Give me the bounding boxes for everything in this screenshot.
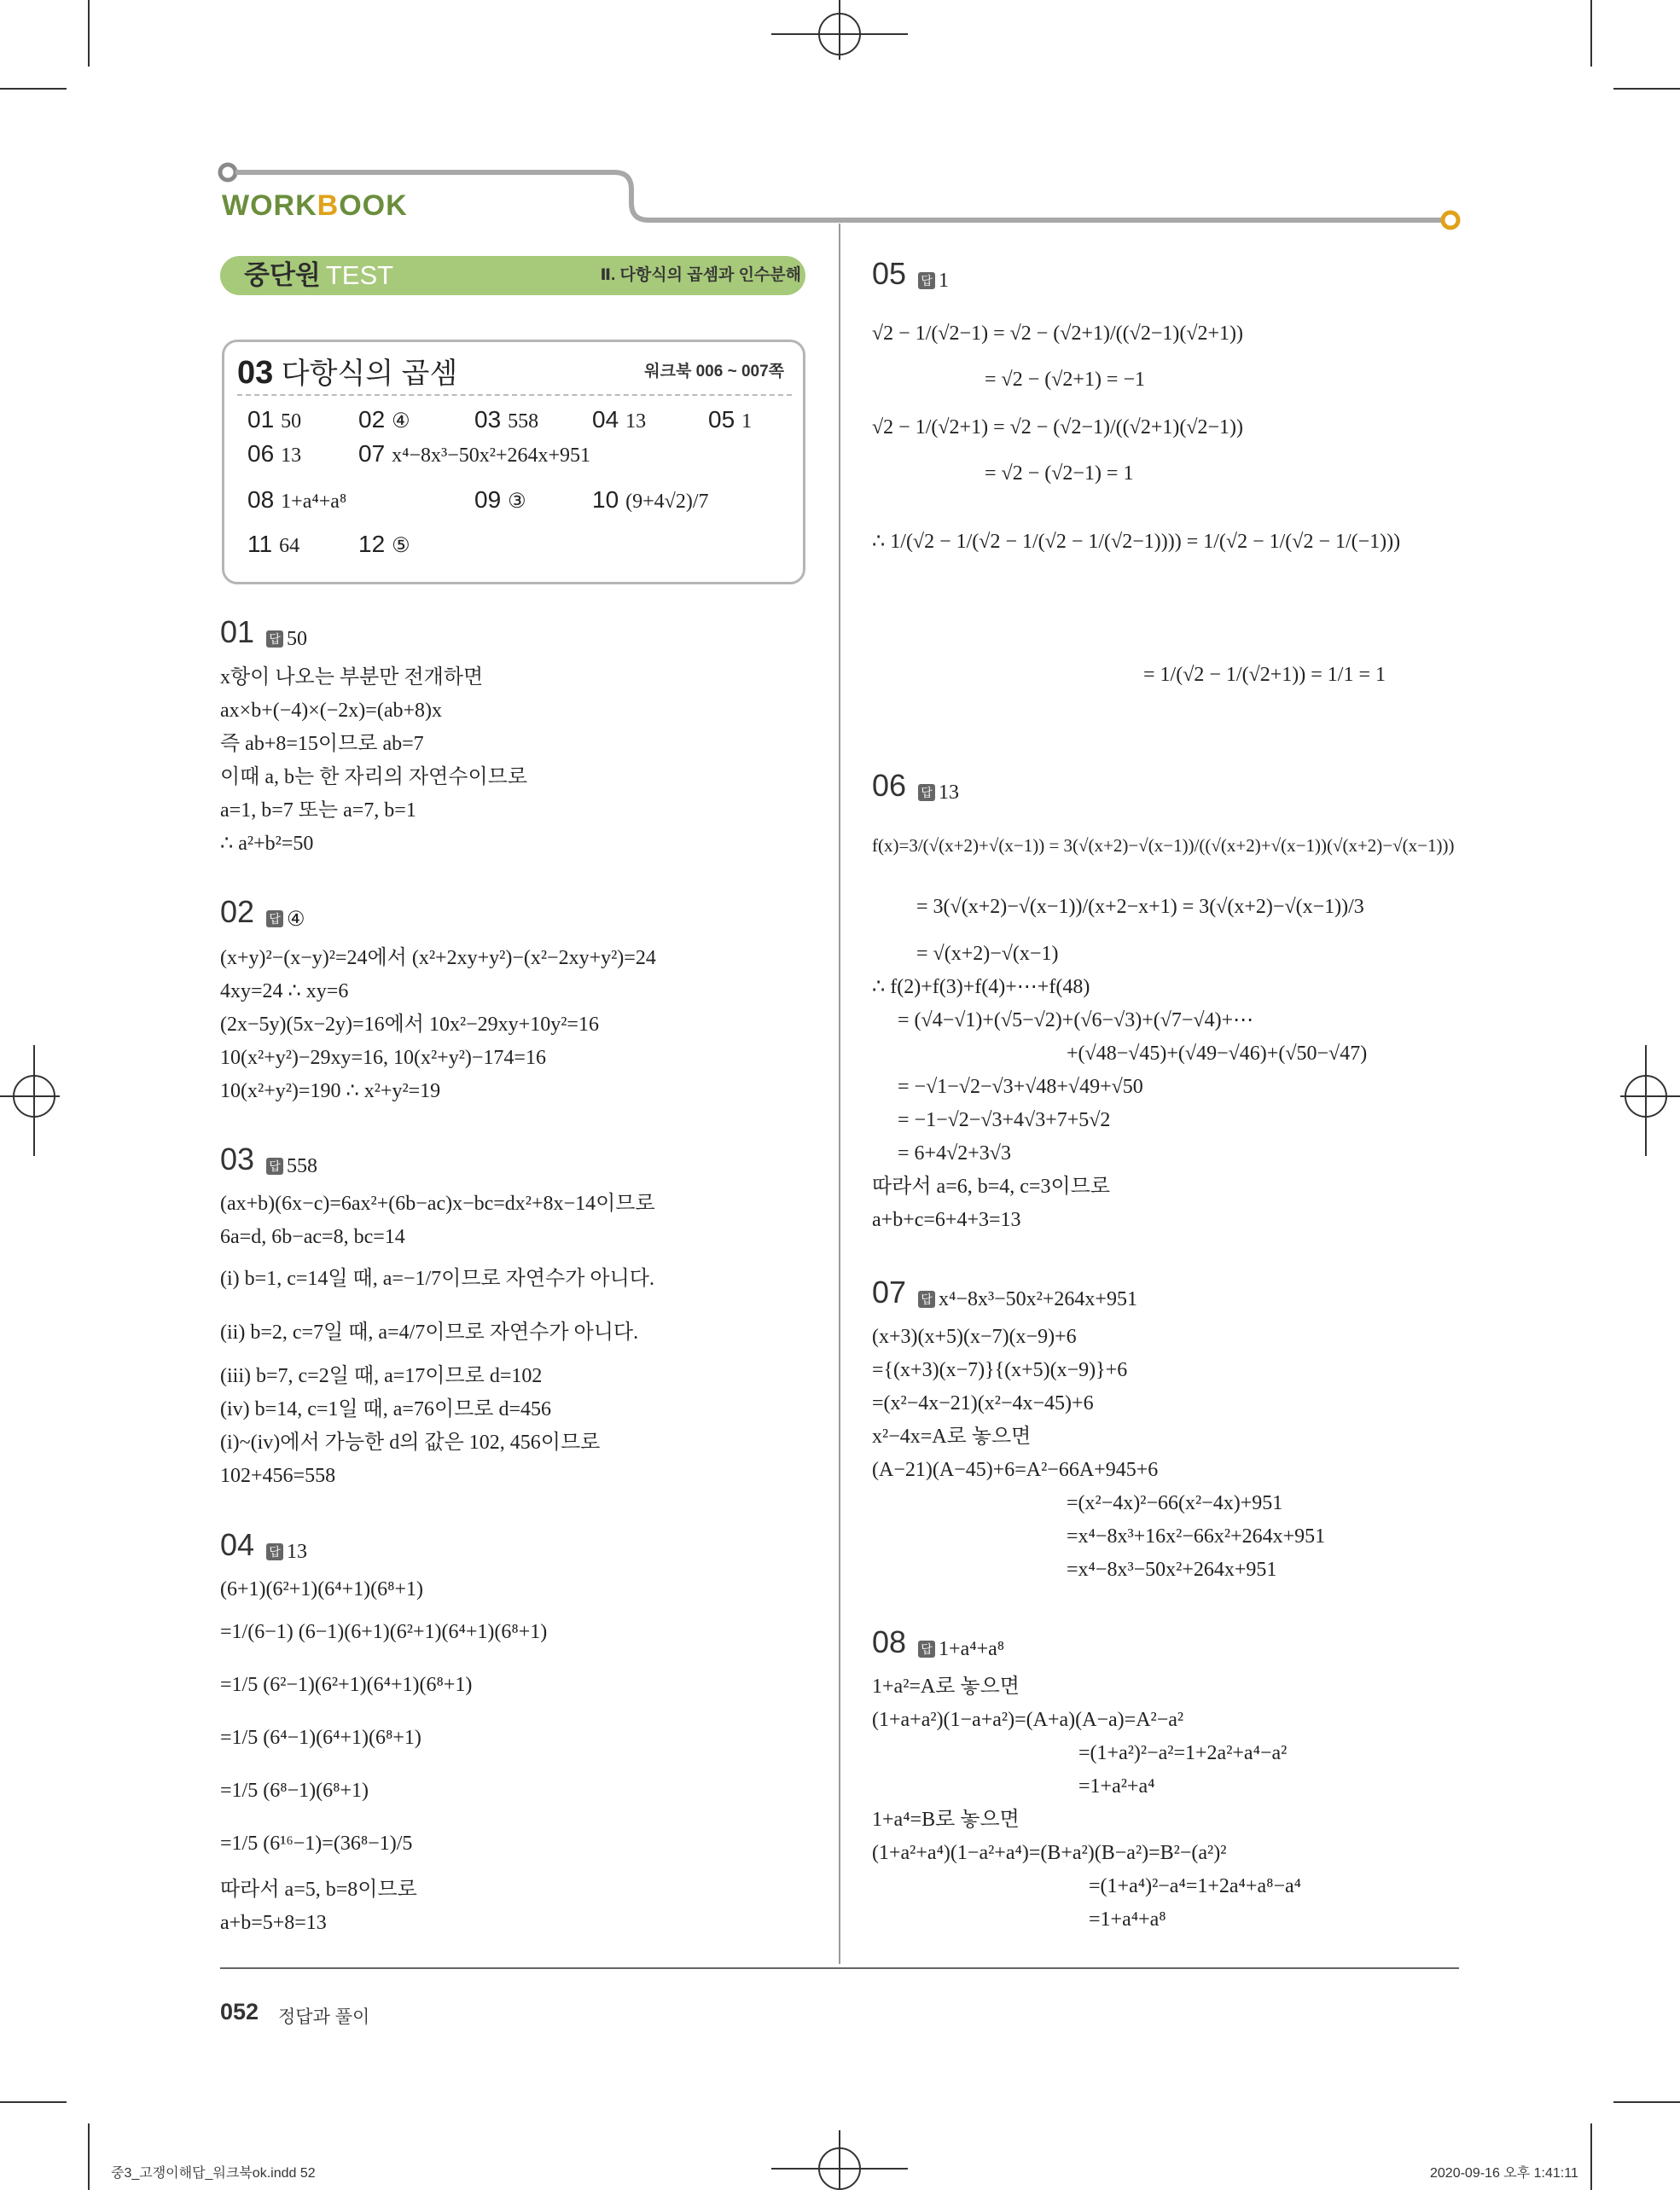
solution-line: ax×b+(−4)×(−2x)=(ab+8)x xyxy=(220,700,443,722)
solution-line: =1/(6−1) (6−1)(6+1)(6²+1)(6⁴+1)(6⁸+1) xyxy=(220,1621,548,1643)
solution-line: =1/5 (6⁴−1)(6⁴+1)(6⁸+1) xyxy=(220,1727,421,1749)
solution-line: a=1, b=7 또는 a=7, b=1 xyxy=(220,799,416,822)
file-slug: 중3_고쟁이해답_워크북ok.indd 52 xyxy=(111,2166,316,2181)
solution-line: (x+y)²−(x−y)²=24에서 (x²+2xy+y²)−(x²−2xy+y²)=24 xyxy=(220,947,656,969)
solution-line: =1/5 (6¹⁶−1)=(36⁸−1)/5 xyxy=(220,1833,413,1855)
answer-item: 10 (9+4√2)/7 xyxy=(592,486,709,513)
crop-mark xyxy=(88,2123,90,2190)
problem-01-header: 01 답 50 xyxy=(220,614,308,650)
solution-line: √2 − 1/(√2+1) = √2 − (√2−1)/((√2+1)(√2−1)) xyxy=(872,416,1244,439)
solution-line: 따라서 a=5, b=8이므로 xyxy=(220,1879,417,1901)
registration-mark xyxy=(1620,1095,1680,1097)
solution-line: 1+a²=A로 놓으면 xyxy=(872,1676,1020,1698)
solution-line: =1+a⁴+a⁸ xyxy=(1089,1908,1166,1931)
crop-mark xyxy=(0,2101,67,2103)
solution-line: (A−21)(A−45)+6=A²−66A+945+6 xyxy=(872,1459,1159,1481)
crop-mark xyxy=(1613,88,1680,90)
answer-item: 01 50 xyxy=(247,406,302,433)
solution-line: =1/5 (6²−1)(6²+1)(6⁴+1)(6⁸+1) xyxy=(220,1674,473,1696)
solution-line: f(x)=3/(√(x+2)+√(x−1)) = 3(√(x+2)−√(x−1))/((√(x+2)+√(x−1))(√(x+2)−√(x−1))) xyxy=(872,835,1455,856)
solution-line: = √2 − (√2−1) = 1 xyxy=(985,462,1134,485)
answer-item: 12 ⑤ xyxy=(358,531,410,557)
workbook-title: WORKBOOK xyxy=(222,189,408,222)
solution-line: (ii) b=2, c=7일 때, a=4/7이므로 자연수가 아니다. xyxy=(220,1322,639,1344)
solution-line: (1+a+a²)(1−a+a²)=(A+a)(A−a)=A²−a² xyxy=(872,1709,1184,1731)
answer-item: 04 13 xyxy=(592,406,647,433)
solution-line: a+b+c=6+4+3=13 xyxy=(872,1209,1021,1231)
solution-line: 102+456=558 xyxy=(220,1465,336,1487)
solution-line: =(x²−4x)²−66(x²−4x)+951 xyxy=(1067,1492,1283,1514)
solution-line: (2x−5y)(5x−2y)=16에서 10x²−29xy+10y²=16 xyxy=(220,1014,599,1036)
solution-line: (1+a²+a⁴)(1−a²+a⁴)=(B+a²)(B−a²)=B²−(a²)² xyxy=(872,1842,1227,1864)
problem-08-header: 08 답 1+a⁴+a⁸ xyxy=(872,1624,1005,1660)
answer-item: 08 1+a⁴+a⁸ xyxy=(247,486,347,513)
solution-line: (ax+b)(6x−c)=6ax²+(6b−ac)x−bc=dx²+8x−14이므로 xyxy=(220,1193,655,1215)
registration-mark xyxy=(839,0,840,60)
solution-line: = (√4−√1)+(√5−√2)+(√6−√3)+(√7−√4)+⋯ xyxy=(898,1009,1254,1031)
solution-line: = −√1−√2−√3+√48+√49+√50 xyxy=(898,1076,1143,1098)
answer-item: 11 64 xyxy=(247,531,300,557)
solution-line: 4xy=24 ∴ xy=6 xyxy=(220,980,349,1002)
solution-line: =(1+a⁴)²−a⁴=1+2a⁴+a⁸−a⁴ xyxy=(1089,1875,1302,1897)
solution-line: ∴ a²+b²=50 xyxy=(220,833,314,855)
crop-mark xyxy=(1613,2101,1680,2103)
answer-item: 03 558 xyxy=(474,406,539,433)
solution-line: (i)~(iv)에서 가능한 d의 값은 102, 456이므로 xyxy=(220,1432,601,1454)
solution-line: = √2 − (√2+1) = −1 xyxy=(985,369,1146,391)
registration-mark xyxy=(0,1095,60,1097)
solution-line: = √(x+2)−√(x−1) xyxy=(916,943,1059,965)
solution-line: =x⁴−8x³+16x²−66x²+264x+951 xyxy=(1067,1525,1326,1548)
solution-line: 즉 ab+8=15이므로 ab=7 xyxy=(220,733,424,755)
date-slug: 2020-09-16 오후 1:41:11 xyxy=(1430,2166,1578,2181)
problem-04-header: 04 답 13 xyxy=(220,1527,308,1563)
section-title: 중단원 TEST xyxy=(244,260,394,290)
solution-line: ={(x+3)(x−7)}{(x+5)(x−9)}+6 xyxy=(872,1359,1128,1381)
answer-box-divider xyxy=(237,394,792,396)
page-number: 052 xyxy=(220,1999,259,2024)
solution-line: x²−4x=A로 놓으면 xyxy=(872,1426,1032,1448)
registration-mark xyxy=(33,1045,35,1156)
answer-item: 02 ④ xyxy=(358,406,410,433)
solution-line: 6a=d, 6b−ac=8, bc=14 xyxy=(220,1226,405,1248)
solution-line: 따라서 a=6, b=4, c=3이므로 xyxy=(872,1176,1111,1198)
page-label: 정답과 풀이 xyxy=(278,2007,370,2027)
chapter-title: Ⅱ. 다항식의 곱셈과 인수분해 xyxy=(600,266,801,284)
problem-05-header: 05 답 1 xyxy=(872,256,950,292)
solution-line: (6+1)(6²+1)(6⁴+1)(6⁸+1) xyxy=(220,1578,424,1600)
answer-item: 07 x⁴−8x³−50x²+264x+951 xyxy=(358,440,591,467)
problem-02-header: 02 답 ④ xyxy=(220,894,305,931)
solution-line: =(x²−4x−21)(x²−4x−45)+6 xyxy=(872,1392,1094,1414)
answer-box-title: 03 다항식의 곱셈 xyxy=(237,355,458,391)
solution-line: ∴ f(2)+f(3)+f(4)+⋯+f(48) xyxy=(872,976,1090,998)
solution-line: 10(x²+y²)=190 ∴ x²+y²=19 xyxy=(220,1080,441,1102)
solution-line: (iii) b=7, c=2일 때, a=17이므로 d=102 xyxy=(220,1365,543,1387)
registration-mark xyxy=(839,2130,840,2190)
answer-item: 06 13 xyxy=(247,440,302,467)
solution-line: 이때 a, b는 한 자리의 자연수이므로 xyxy=(220,766,528,788)
answer-item: 05 1 xyxy=(708,406,753,433)
problem-06-header: 06 답 13 xyxy=(872,768,960,804)
solution-line: ∴ 1/(√2 − 1/(√2 − 1/(√2 − 1/(√2−1)))) = 1/(√2 − 1/(√2 − 1/(−1))) xyxy=(872,531,1401,553)
solution-line: (iv) b=14, c=1일 때, a=76이므로 d=456 xyxy=(220,1398,552,1420)
solution-line: 1+a⁴=B로 놓으면 xyxy=(872,1809,1020,1831)
solution-line: 10(x²+y²)−29xy=16, 10(x²+y²)−174=16 xyxy=(220,1047,546,1069)
footer-rule xyxy=(220,1967,1459,1969)
solution-line: = 1/(√2 − 1/(√2+1)) = 1/1 = 1 xyxy=(1143,664,1386,686)
crop-mark xyxy=(88,0,90,67)
solution-line: (x+3)(x+5)(x−7)(x−9)+6 xyxy=(872,1326,1077,1348)
solution-line: x항이 나오는 부분만 전개하면 xyxy=(220,666,484,688)
registration-mark xyxy=(1645,1045,1647,1156)
column-divider xyxy=(839,224,840,1964)
solution-line: +(√48−√45)+(√49−√46)+(√50−√47) xyxy=(1067,1043,1368,1065)
problem-03-header: 03 답 558 xyxy=(220,1141,318,1177)
solution-line: =(1+a²)²−a²=1+2a²+a⁴−a² xyxy=(1078,1742,1288,1764)
solution-line: =1/5 (6⁸−1)(6⁸+1) xyxy=(220,1780,369,1802)
crop-mark xyxy=(1590,2123,1592,2190)
solution-line: √2 − 1/(√2−1) = √2 − (√2+1)/((√2−1)(√2+1)) xyxy=(872,322,1244,345)
solution-line: (i) b=1, c=14일 때, a=−1/7이므로 자연수가 아니다. xyxy=(220,1268,654,1290)
solution-line: = 3(√(x+2)−√(x−1))/(x+2−x+1) = 3(√(x+2)−√(x−1))/3 xyxy=(916,896,1364,918)
solution-line: = 6+4√2+3√3 xyxy=(898,1142,1011,1165)
solution-line: a+b=5+8=13 xyxy=(220,1912,327,1934)
crop-mark xyxy=(0,88,67,90)
answer-item: 09 ③ xyxy=(474,486,526,513)
solution-line: = −1−√2−√3+4√3+7+5√2 xyxy=(898,1109,1111,1131)
solution-line: =1+a²+a⁴ xyxy=(1078,1775,1155,1798)
problem-07-header: 07 답 x⁴−8x³−50x²+264x+951 xyxy=(872,1275,1137,1310)
solution-line: =x⁴−8x³−50x²+264x+951 xyxy=(1067,1559,1277,1581)
crop-mark xyxy=(1590,0,1592,67)
answer-box-ref: 워크북 006 ~ 007쪽 xyxy=(644,363,784,380)
